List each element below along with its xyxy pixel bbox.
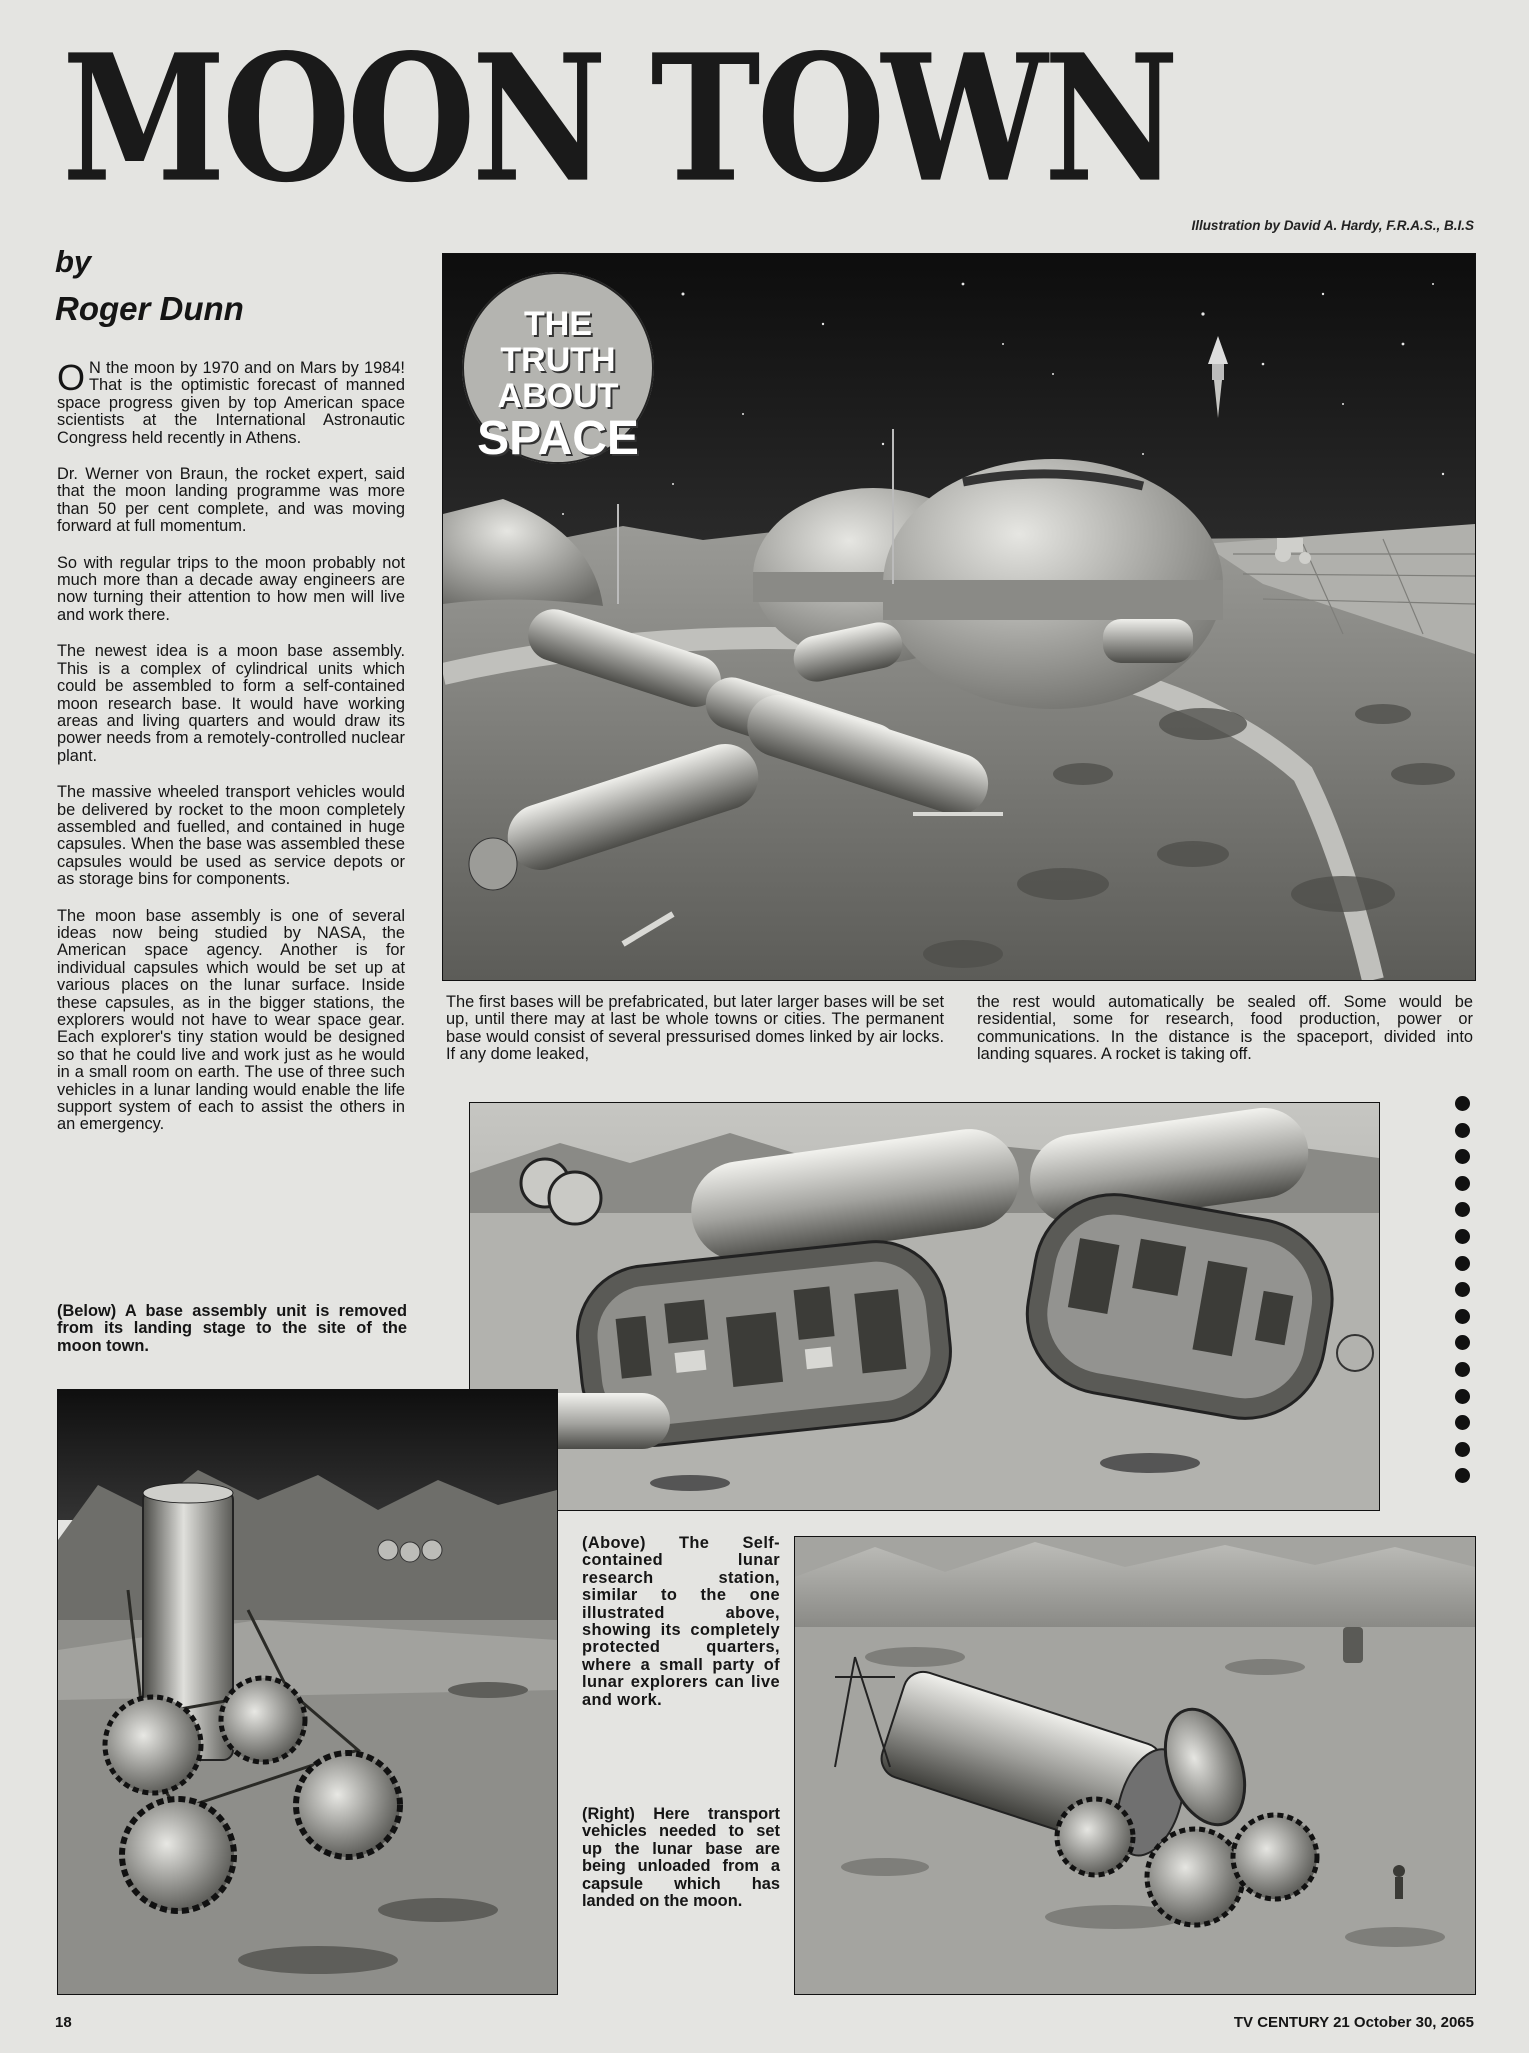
paragraph-4: The newest idea is a moon base assembly. This is a complex of cylindrical units which could be assembled to form a self-contained moon research base. It would have working areas and living quarters and would draw its power needs from a remotely-controlled nuclear plant. xyxy=(57,642,405,765)
decorative-dot-column xyxy=(1455,1096,1473,1495)
badge-line-3: SPACE xyxy=(477,412,639,465)
dot xyxy=(1455,1415,1470,1430)
paragraph-6: The moon base assembly is one of several ideas now being studied by NASA, the American space agency. Another is for individual capsules which would be set up at various places on the lunar surface. Inside these capsules, as in the bigger stations, the explorers would not have to wear space gear. Each explorer's tiny station would be designed so that he could live and work just as he would in a small room on earth. The use of three such vehicles in a lunar landing would enable the life support system of each to assist the others in an emergency. xyxy=(57,906,405,1134)
dot xyxy=(1455,1282,1470,1297)
caption-right: (Right) Here transport vehicles needed to set up the lunar base are being unloaded from a capsule which has landed on the moon. xyxy=(582,1805,780,1911)
transport-vehicle-illustration xyxy=(57,1389,558,1995)
paragraph-3: So with regular trips to the moon probably not much more than a decade away engineers are now turning their attention to how men will live and work there. xyxy=(57,553,405,624)
dot xyxy=(1455,1362,1470,1377)
dot xyxy=(1455,1096,1470,1111)
dot xyxy=(1455,1389,1470,1404)
caption-main-part-2: the rest would automatically be sealed off. Some would be residential, some for research, food production, power or communications. In the distance is the spaceport, divided into landing squares. A rocket is taking off. xyxy=(977,993,1473,1064)
dot xyxy=(1455,1256,1470,1271)
caption-above: (Above) The Self-contained lunar research station, similar to the one illustrated above, showing its completely protected quarters, where a small party of lunar explorers can live and work. xyxy=(582,1534,780,1709)
dot xyxy=(1455,1468,1470,1483)
dot xyxy=(1455,1309,1470,1324)
dot xyxy=(1455,1149,1470,1164)
page-number: 18 xyxy=(55,2014,72,2031)
dot xyxy=(1455,1123,1470,1138)
paragraph-5: The massive wheeled transport vehicles would be delivered by rocket to the moon completely assembled and fuelled, and contained in huge capsules. When the base was assembled these capsules would be used as service depots or as storage bins for components. xyxy=(57,783,405,889)
dot xyxy=(1455,1335,1470,1350)
article-body xyxy=(57,357,405,1153)
dot xyxy=(1455,1176,1470,1191)
dot xyxy=(1455,1229,1470,1244)
illustration-credit: Illustration by David A. Hardy, F.R.A.S., B.I.S xyxy=(1191,218,1474,233)
caption-main-part-1: The first bases will be prefabricated, but later larger bases will be set up, until there may at last be whole towns or cities. The permanent base would consist of several pressurised domes linked by air locks. If any dome leaked, xyxy=(446,993,944,1064)
byline-prefix: by xyxy=(55,244,92,279)
capsule-unloading-illustration xyxy=(794,1536,1476,1995)
page-title: MOON TOWN xyxy=(62,15,1176,221)
badge-line-2: ABOUT xyxy=(497,377,619,415)
drop-cap: O xyxy=(57,357,86,398)
truth-about-space-badge xyxy=(462,272,654,464)
paragraph-2: Dr. Werner von Braun, the rocket expert, said that the moon landing programme was more than 50 per cent complete, and was moving forward at full momentum. xyxy=(57,465,405,536)
badge-line-1: THE TRUTH xyxy=(500,305,616,379)
dot xyxy=(1455,1202,1470,1217)
caption-below: (Below) A base assembly unit is removed from its landing stage to the site of the moon town. xyxy=(57,1302,407,1355)
paragraph-1: O N the moon by 1970 and on Mars by 1984! That is the optimistic forecast of manned space progress given by top American space scientists at the International Astronautic Congress held recently in Athens. xyxy=(57,357,405,447)
author-name: Roger Dunn xyxy=(55,290,244,327)
research-station-cutaway-illustration xyxy=(469,1102,1380,1511)
dot xyxy=(1455,1442,1470,1457)
publication-footer: TV CENTURY 21 October 30, 2065 xyxy=(1233,2014,1474,2031)
